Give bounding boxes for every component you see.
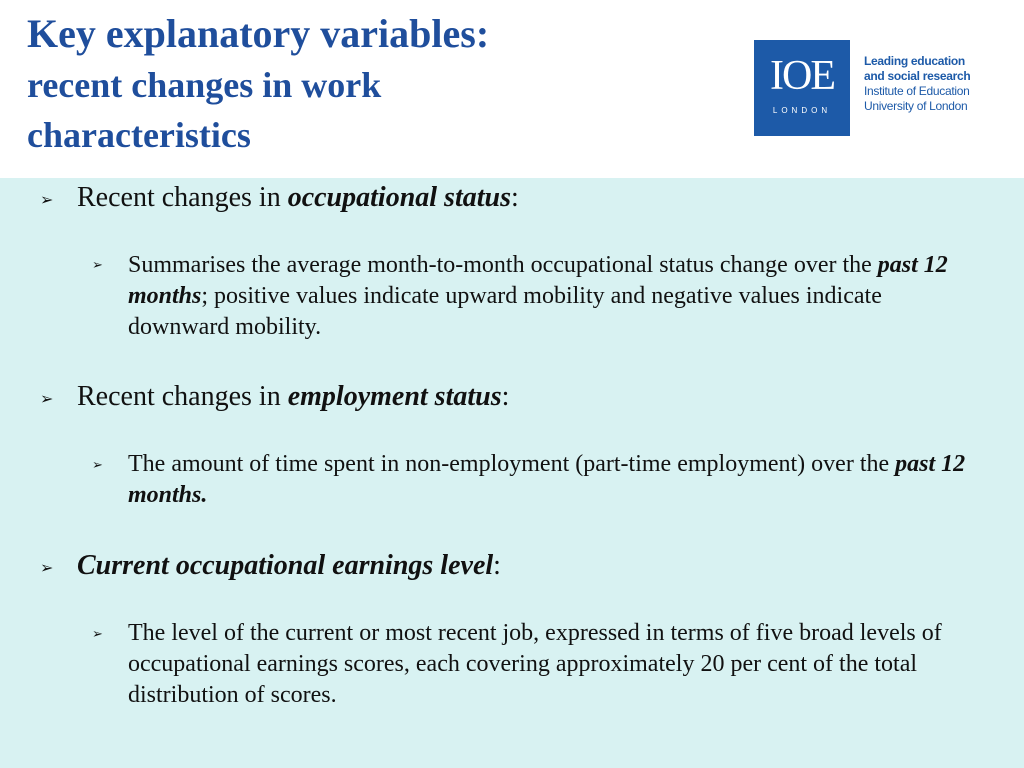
bullet-suffix: : — [501, 381, 510, 412]
bullet-prefix: Recent changes in — [77, 381, 288, 412]
slide-title — [27, 8, 489, 160]
sub-bullet-arrow-icon: ➢ — [92, 258, 103, 273]
bullet-emphasis: occupational status — [287, 182, 511, 213]
ioe-logo-city: LONDON — [772, 106, 832, 115]
bullet-employment-status — [77, 381, 509, 413]
sub-bullet-arrow-icon: ➢ — [92, 627, 103, 642]
sub-bullet-text: The amount of time spent in non-employment (part-time employment) over the — [128, 451, 896, 477]
sub-bullet-emphasis: past 12 months — [128, 252, 948, 309]
sub-bullet-text-end: ; positive values indicate upward mobility and negative values indicate downward mobility. — [128, 283, 882, 340]
bullet-earnings-level — [77, 550, 501, 582]
slide-header — [0, 0, 1024, 178]
ioe-logo-letters: IOE — [770, 53, 834, 99]
ioe-logo-text — [864, 54, 970, 114]
sub-bullet-arrow-icon: ➢ — [92, 458, 103, 473]
bullet-occupational-status — [77, 182, 519, 214]
logo-tagline-line-1: Leading education — [864, 54, 965, 68]
bullet-arrow-icon: ➢ — [40, 558, 54, 577]
sub-bullet-emphasis: past 12 months. — [128, 451, 966, 508]
logo-institute-line-2: University of London — [864, 99, 968, 113]
sub-bullet-employment-status — [128, 449, 988, 511]
bullet-emphasis: Current occupational earnings level — [77, 550, 494, 581]
title-main: Key explanatory variables: — [27, 11, 490, 56]
bullet-suffix: : — [493, 550, 501, 581]
logo-tagline-line-2: and social research — [864, 69, 971, 83]
sub-bullet-occupational-status — [128, 250, 988, 343]
title-subtitle-line-2: characteristics — [27, 115, 251, 155]
ioe-logo-mark — [754, 40, 850, 136]
ioe-logo — [754, 40, 994, 136]
bullet-suffix: : — [510, 182, 519, 213]
bullet-arrow-icon: ➢ — [40, 190, 54, 209]
bullet-emphasis: employment status — [287, 381, 502, 412]
title-subtitle-line-1: recent changes in work — [27, 65, 382, 105]
sub-bullet-earnings-level — [128, 618, 988, 711]
sub-bullet-text: The level of the current or most recent job, expressed in terms of five broad levels of occupational earnings scores, each covering approximately 20 per cent of the total distribution of scores. — [128, 620, 942, 708]
logo-institute-line-1: Institute of Education — [864, 84, 970, 98]
slide-body — [0, 178, 1024, 768]
bullet-arrow-icon: ➢ — [40, 389, 54, 408]
sub-bullet-text: Summarises the average month-to-month occupational status change over the — [128, 252, 878, 278]
bullet-prefix: Recent changes in — [77, 182, 288, 213]
